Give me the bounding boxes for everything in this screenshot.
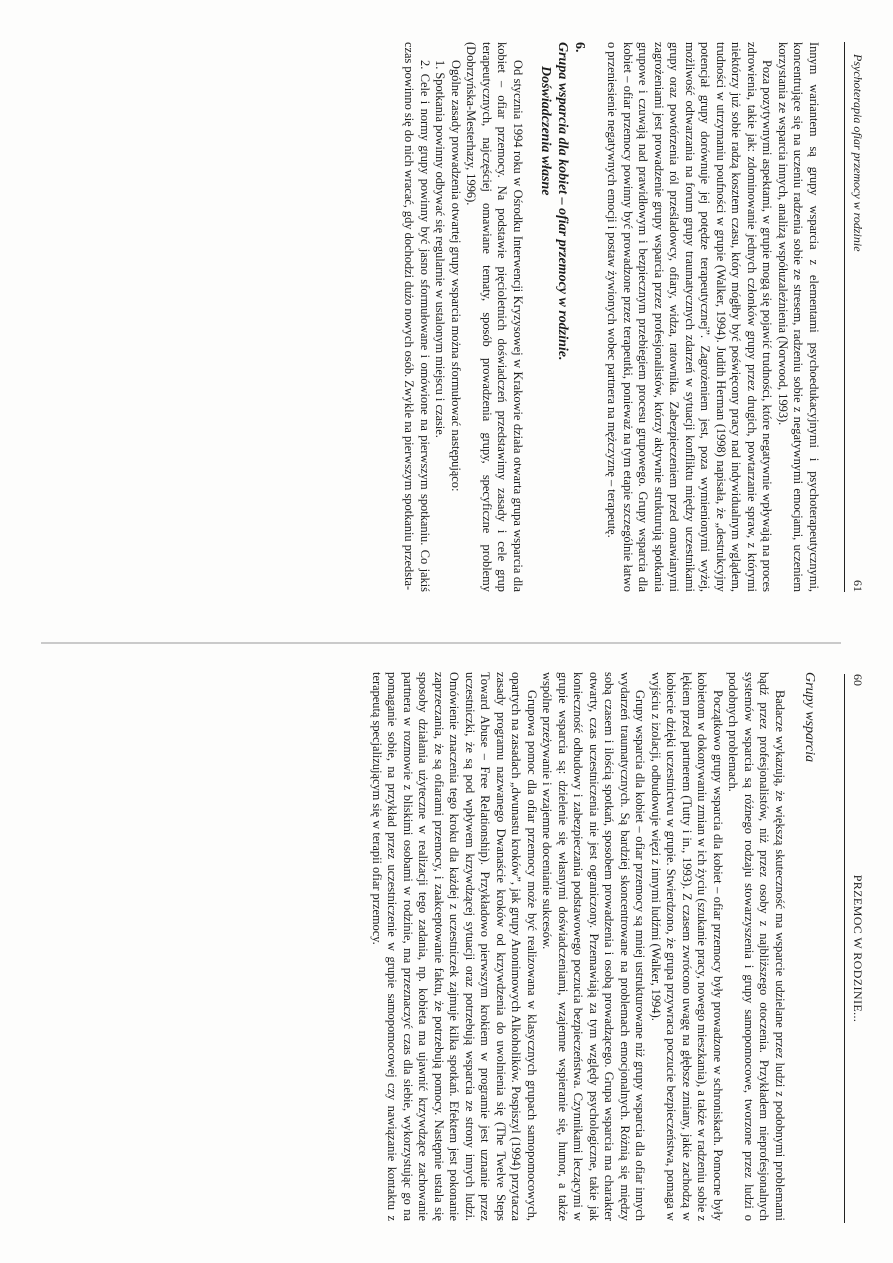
section-heading <box>537 42 588 592</box>
list-item: 1. Spotkania powinny odbywać się regularnie w ustalonym miejscu i czasie. <box>433 60 448 438</box>
section-number: 6. <box>572 42 587 53</box>
running-header-left <box>844 674 867 1223</box>
running-title-right: Psychoterapia ofiar przemocy w rodzinie <box>851 54 865 252</box>
page-60 <box>0 632 893 1263</box>
subsection-heading: Grupy wsparcia <box>802 672 817 763</box>
section-title-line-2: Doświadczenia własne <box>538 66 553 196</box>
paragraph: Badacze wykazują, że większą skuteczność ma wsparcie udzielane przez ludzi z podobnymi problemami bądź przez profesjonalistów, niż przez osoby z najbliższego otoczenia. Przykładem nieprofesjonalnych systemów wsparcia są różnego rodzaju stowarzyszenia i grupy samopomocowe, tworzone przez ludzi o podobnych problemach. <box>726 672 787 1221</box>
page-60-body <box>369 672 818 1221</box>
paragraph: Poza pozytywnymi aspektami, w grupie mogą się pojawić trudności, które negatywnie wpływają na proces zdrowienia, takie jak: zdominowanie jednych członków grupy przez drugich, powtarzanie spraw, z którymi niektórzy już sobie radzą kosztem czasu, który mógłby być poświęcony pracy nad indywidualnym wglądem, trudności w utrzymaniu poufności w grupie (Walker, 1994). Judith Herman (1998) napisała, że „destrukcyjny potencjał grupy dorównuje jej potędze terapeutycznej”. Zagrożeniem jest, poza wymienionymi wyżej, możliwość odtwarzania na forum grupy traumatycznych zdarzeń w sytuacji konfliktu między uczestnikami grupy oraz powtórzenia ról prześladowcy, ofiary, widza, ratownika. Zabezpieczeniem przed omawianymi zagrożeniami jest prowadzenie grupy wsparcia przez profesjonalistów, którzy aktywnie strukturują spotkania grupowe i czuwają nad prawidłowym i bezpiecznym przebiegiem procesu grupowego. Grupy wsparcia dla kobiet – ofiar przemocy powinny być prowadzone przez terapeutki, ponieważ na tym etapie szczególnie łatwo o przeniesienie negatywnych emocji i postaw żywionych wobec partnera na mężczyznę – terapeutę. <box>605 42 775 592</box>
paragraph: Innym wariantem są grupy wsparcia z elementami psychoedukacyjnymi i psychoterapeutycznymi, koncentrujące się na uczeniu radzenia sobie ze stresem, radzeniu sobie z negatywnymi emocjami, uczeniem korzystania ze wsparcia innych, analizą współuzależnienia (Norwood, 1993). <box>776 42 821 592</box>
running-header-right <box>844 42 867 592</box>
paragraph: Grupowa pomoc dla ofiar przemocy może być realizowana w klasycznych grupach samopomocowych, opartych na zasadach „dwunastu kroków”, jak grupy Anonimowych Alkoholików. Pospiszyl (1994) przytacza zasady programu nazwanego Dwanaście kroków od krzywdzenia do uwolnienia się (The Twelve Steps Toward Abuse – Free Relationship). Przykładowo pierwszym krokiem w programie jest uznanie przez uczestniczki, że są pod wpływem krzywdzącej sytuacji oraz potrzebują wsparcia ze strony innych ludzi. Omówienie znaczenia tego kroku dla każdej z uczestniczek zajmuje kilka spotkań. Efektem jest pokonanie zaprzeczania, że są ofiarami przemocy, i zaakceptowanie faktu, że potrzebują pomocy. Następnie ustala się sposoby działania użyteczne w realizacji tego zadania, np. kobieta ma ujawnić krzywdzące zachowanie partnera w rozmowie z bliskimi osobami w rodzinie, ma przeznaczyć czas dla siebie, wykorzystując go na pomaganie sobie, na przykład przez uczestniczenie w grupie samopomocowej czy nawiązanie kontaktu z terapeutą specjalizującym się w terapii ofiar przemocy. <box>370 672 539 1221</box>
list-item: 2. Cele i normy grupy powinny być jasno sformułowane i omówione na pierwszym spotkaniu. Co jakiś czas powinno się do nich wracać, gdy dochodzi dużo nowych osób. Zwykle na pierwszym spotkaniu przedsta- <box>402 42 432 592</box>
running-title-left: PRZEMOC W RODZINIE... <box>851 874 865 1023</box>
page-number-left: 60 <box>851 674 865 686</box>
paragraph: Od stycznia 1994 roku w Ośrodku Interwencji Kryzysowej w Krakowie działa otwarta grupa wsparcia dla kobiet – ofiar przemocy. Na podstawie pięcioletnich doświadczeń przedstawimy zasady i cele grup terapeutycznych, najczęściej omawiane tematy, sposób prowadzenia grupy, specyficzne problemy (Dobrzyńska-Mesterhazy, 1996). <box>464 42 525 592</box>
section-title-line-1: Grupa wsparcia dla kobiet – ofiar przemocy w rodzinie. <box>555 42 570 361</box>
paragraph: Początkowo grupy wsparcia dla kobiet – ofiar przemocy były prowadzone w schroniskach. Pomocne były kobietom w dokonywaniu zmian w ich życiu (szukanie pracy, nowego mieszkania), a także w radzeniu sobie z lękiem przed partnerem (Tutty i in., 1993). Z czasem zwrócono uwagę na głębsze zmiany, jakie zachodzą w kobiecie dzięki uczestnictwu w grupie. Stwierdzono, że grupa przywraca poczucie bezpieczeństwa, pomaga w wyjściu z izolacji, odbudowuje więzi z innymi ludźmi (Walker, 1994). <box>649 672 725 1221</box>
paragraph: Grupy wsparcia dla kobiet – ofiar przemocy są mniej ustrukturowane niż grupy wsparcia dla ofiar innych wydarzeń traumatycznych. Są bardziej skoncentrowane na problemach emocjonalnych. Różnią się między sobą czasem i ilością spotkań, sposobem prowadzenia i osobą prowadzącego. Grupa wsparcia ma charakter otwarty, czas uczestniczenia nie jest ograniczony. Przemawiają za tym względy psychologiczne, takie jak konieczność odbudowy i zabezpieczania podstawowego poczucia bezpieczeństwa. Czynnikami leczącymi w grupie wsparcia są: dzielenie się własnymi doświadczeniami, wzajemne wspieranie się, humor, a także wspólne przeżywanie i wzajemne docenianie sukcesów. <box>540 672 648 1221</box>
page-number-right: 61 <box>851 580 865 592</box>
paragraph: Ogólne zasady prowadzenia otwartej grupy wsparcia można sformułować następująco: <box>449 60 463 492</box>
page-61-body <box>401 42 821 592</box>
